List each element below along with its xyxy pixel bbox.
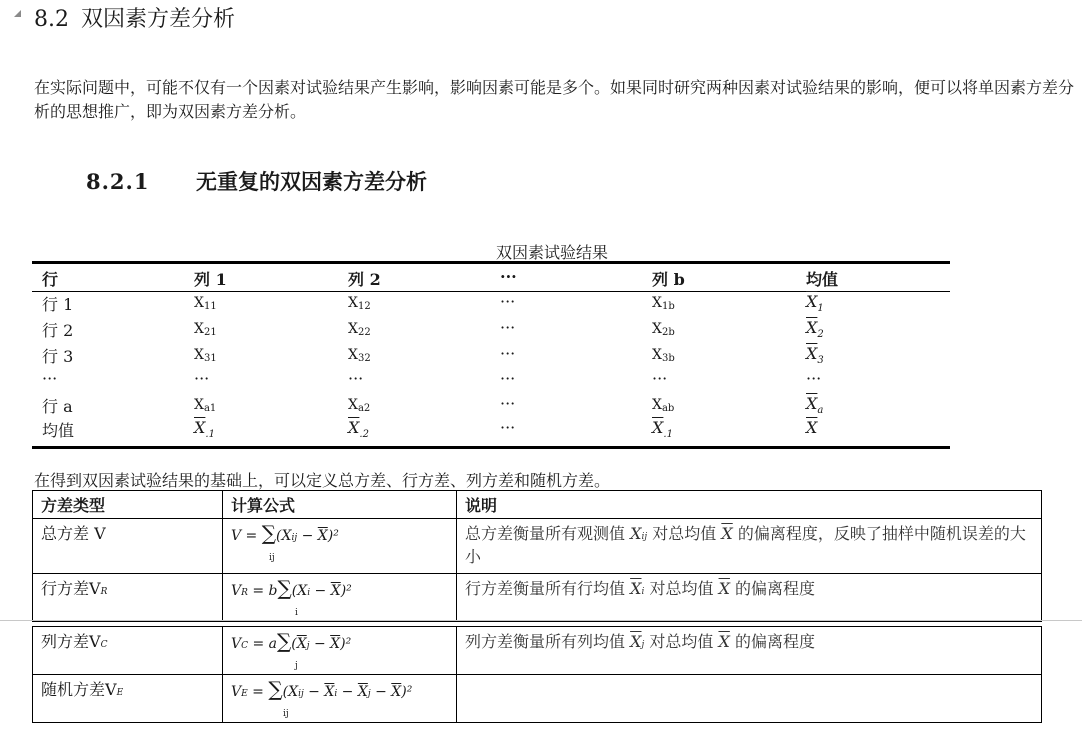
row-label: ··· xyxy=(42,369,58,388)
subsection-number: 8.2.1 xyxy=(86,169,150,194)
row-label: 行 2 xyxy=(42,321,74,340)
cell-col2: X32 xyxy=(348,347,371,364)
type-total: 总方差 V xyxy=(33,519,223,574)
cell-col1: Xa1 xyxy=(194,397,217,414)
table-row xyxy=(33,519,1042,574)
cell-col2: ··· xyxy=(348,369,364,388)
row-label: 行 1 xyxy=(42,295,74,314)
table-row xyxy=(33,675,1042,723)
section-title: 双因素方差分析 xyxy=(81,7,236,32)
cell-dots: ··· xyxy=(500,369,516,388)
cell-mean: $\overline{X}_2$ xyxy=(806,318,824,340)
header-desc: 说明 xyxy=(457,491,1042,519)
cell-dots: ··· xyxy=(500,318,516,337)
cell-colb: X3b xyxy=(652,347,675,364)
type-col: 列方差VC xyxy=(33,627,223,675)
variance-table-continued xyxy=(32,626,1042,723)
row-label: 行 a xyxy=(42,397,73,416)
header-col2: 列 2 xyxy=(348,270,381,289)
section-heading xyxy=(34,2,235,33)
cell-colb: X1b xyxy=(652,295,675,312)
table-caption: 双因素试验结果 xyxy=(496,243,609,262)
row-label: 行 3 xyxy=(42,347,74,366)
header-formula: 计算公式 xyxy=(223,491,457,519)
header-type: 方差类型 xyxy=(33,491,223,519)
cell-colb: Xab xyxy=(652,397,675,414)
variance-table xyxy=(32,490,1042,622)
cell-col1: X31 xyxy=(194,347,217,364)
cell-colb: $\overline{X}_{.1}$ xyxy=(652,418,673,440)
header-dots: ··· xyxy=(500,267,517,286)
cell-dots: ··· xyxy=(500,292,516,311)
cell-col1: ··· xyxy=(194,369,210,388)
cell-dots: ··· xyxy=(500,394,516,413)
cell-col2: Xa2 xyxy=(348,397,371,414)
cell-colb: ··· xyxy=(652,369,668,388)
desc-col: 列方差衡量所有列均值 $\overline{X}j$ 对总均值 $\overline{X}$ 的偏离程度 xyxy=(457,627,1042,675)
formula-row: VR = $b\sum(Xi - \overline{X})^2$ i xyxy=(223,574,457,622)
page-break xyxy=(0,620,1082,621)
collapse-arrow-icon[interactable] xyxy=(14,10,21,17)
cell-mean: $\overline{X}_3$ xyxy=(806,344,824,366)
results-table xyxy=(32,261,950,449)
cell-col2: $\overline{X}_{.2}$ xyxy=(348,418,369,440)
section-number: 8.2 xyxy=(34,7,69,32)
table-row xyxy=(33,627,1042,675)
formula-random: VE = $\sum(Xij - \overline{X}i - \overline{X}j - \overline{X})^2$ ij xyxy=(223,675,457,723)
definition-paragraph: 在得到双因素试验结果的基础上，可以定义总方差、行方差、列方差和随机方差。 xyxy=(34,471,611,490)
cell-col1: X11 xyxy=(194,295,217,312)
row-label: 均值 xyxy=(42,421,75,440)
cell-dots: ··· xyxy=(500,344,516,363)
cell-colb: X2b xyxy=(652,321,675,338)
cell-mean: $\overline{X}_a$ xyxy=(806,394,824,416)
header-mean: 均值 xyxy=(806,270,839,289)
type-random: 随机方差VE xyxy=(33,675,223,723)
formula-total: $V = \sum(Xij - \overline{X})^2$ ij xyxy=(223,519,457,574)
cell-mean: ··· xyxy=(806,369,822,388)
subsection-heading xyxy=(86,166,427,196)
desc-total: 总方差衡量所有观测值 Xij 对总均值 $\overline{X}$ 的偏离程度，反映了抽样中随机误差的大小 xyxy=(457,519,1042,574)
cell-dots: ··· xyxy=(500,418,516,437)
formula-col: VC = $a\sum(\overline{X}j - \overline{X})^2$ j xyxy=(223,627,457,675)
table-row xyxy=(33,574,1042,622)
cell-col2: X12 xyxy=(348,295,371,312)
header-colb: 列 b xyxy=(652,270,685,289)
subsection-title: 无重复的双因素方差分析 xyxy=(196,169,427,194)
desc-random xyxy=(457,675,1042,723)
cell-mean: $\overline{X}_1$ xyxy=(806,292,824,314)
type-row: 行方差VR xyxy=(33,574,223,622)
header-row: 行 xyxy=(42,270,59,289)
intro-paragraph: 在实际问题中，可能不仅有一个因素对试验结果产生影响，影响因素可能是多个。如果同时研究两种因素对试验结果的影响，便可以将单因素方差分析的思想推广，即为双因素方差分析。 xyxy=(34,78,1075,121)
desc-row: 行方差衡量所有行均值 $\overline{X}i$ 对总均值 $\overline{X}$ 的偏离程度 xyxy=(457,574,1042,622)
table-header-row xyxy=(33,491,1042,519)
header-col1: 列 1 xyxy=(194,270,227,289)
cell-col1: $\overline{X}_{.1}$ xyxy=(194,418,215,440)
cell-col2: X22 xyxy=(348,321,371,338)
cell-col1: X21 xyxy=(194,321,217,338)
cell-mean: $\overline{X}$ xyxy=(806,418,818,437)
